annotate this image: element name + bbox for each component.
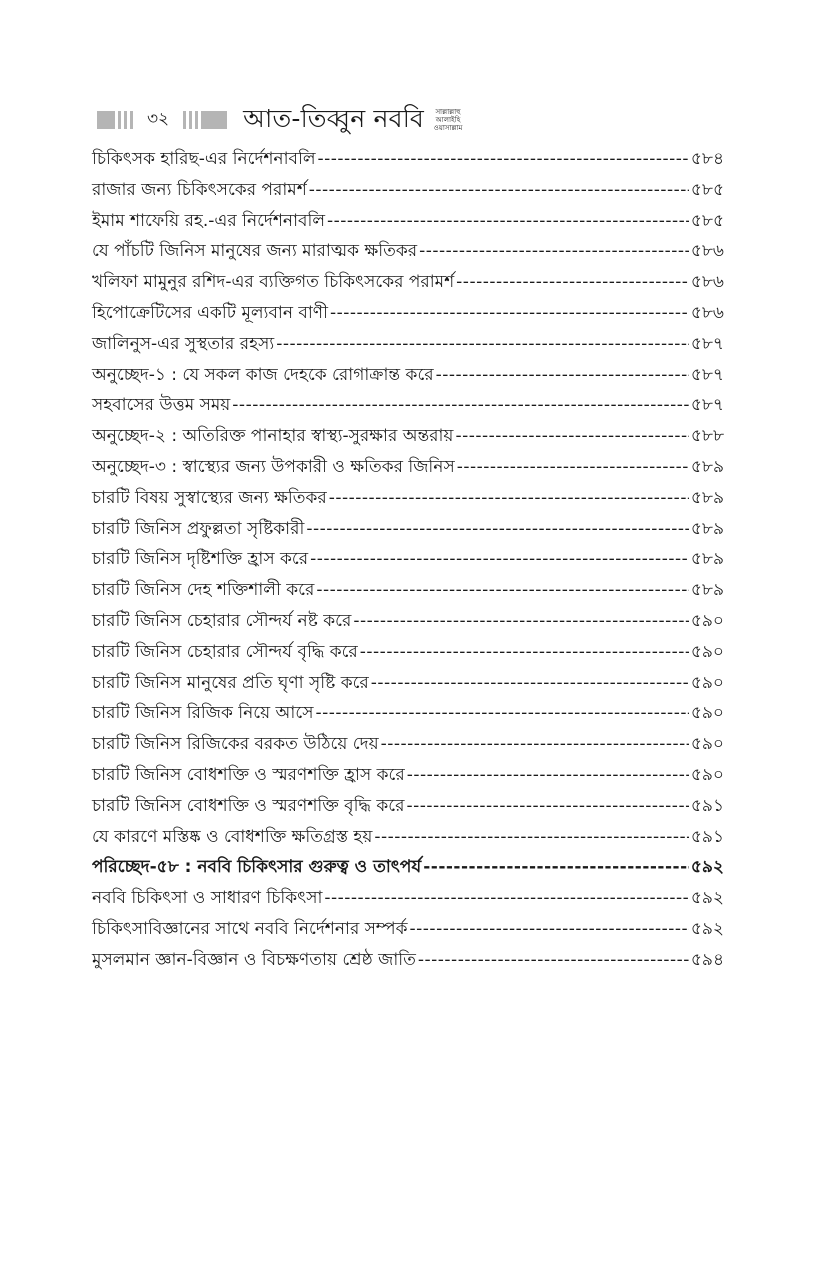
toc-entry bbox=[92, 544, 724, 575]
toc-entry-title: মুসলমান জ্ঞান-বিজ্ঞান ও বিচক্ষণতায় শ্রেষ্ঠ জাতি bbox=[92, 949, 416, 970]
toc-entry bbox=[92, 267, 724, 298]
toc-dash-leader bbox=[418, 945, 689, 976]
toc-entry-title: চারটি জিনিস দেহ শক্তিশালী করে bbox=[92, 580, 315, 601]
toc-entry-page: ৫৮৯ bbox=[690, 518, 724, 539]
toc-entry bbox=[92, 236, 724, 267]
toc-entry-page: ৫৮৫ bbox=[690, 179, 724, 200]
toc-entry-page: ৫৮৪ bbox=[690, 149, 724, 169]
toc-entry-title: চারটি জিনিস প্রফুল্লতা সৃষ্টিকারী bbox=[92, 518, 305, 539]
toc-dash-leader bbox=[406, 791, 688, 822]
header-decoration-left bbox=[97, 111, 133, 129]
toc-dash-leader bbox=[329, 483, 689, 514]
toc-entry bbox=[92, 852, 724, 883]
toc-dash-leader bbox=[353, 606, 689, 637]
toc-entry-page: ৫৮৫ bbox=[690, 210, 724, 231]
toc-dash-leader bbox=[330, 298, 689, 329]
toc-entry bbox=[92, 575, 724, 606]
toc-dash-leader bbox=[276, 329, 689, 360]
toc-entry bbox=[92, 144, 724, 175]
toc-entry bbox=[92, 421, 724, 452]
toc-dash-leader bbox=[423, 852, 689, 883]
toc-entry-title: চারটি জিনিস চেহারার সৌন্দর্য বৃদ্ধি করে bbox=[92, 641, 358, 662]
toc-entry-page: ৫৮৭ bbox=[690, 395, 724, 416]
toc-dash-leader bbox=[419, 236, 689, 267]
toc-entry-title: চারটি জিনিস বোধশক্তি ও স্মরণশক্তি বৃদ্ধি করে bbox=[92, 795, 405, 816]
toc-entry-title: সহবাসের উত্তম সময় bbox=[92, 395, 231, 416]
toc-entry bbox=[92, 483, 724, 514]
toc-dash-leader bbox=[410, 914, 689, 945]
toc-dash-leader bbox=[310, 544, 689, 575]
toc-entry-page: ৫৮৯ bbox=[690, 549, 724, 570]
table-of-contents bbox=[92, 144, 724, 976]
toc-entry-page: ৫৯২ bbox=[690, 918, 724, 939]
toc-dash-leader bbox=[324, 883, 688, 914]
toc-entry-page: ৫৮৯ bbox=[690, 456, 724, 477]
toc-entry bbox=[92, 883, 724, 914]
toc-entry-page: ৫৮৯ bbox=[690, 580, 724, 601]
toc-entry-page: ৫৮৭ bbox=[690, 364, 724, 385]
toc-entry-page: ৫৯২ bbox=[690, 888, 724, 909]
toc-entry-title: চিকিৎসাবিজ্ঞানের সাথে নববি নির্দেশনার সম্পর্ক bbox=[92, 918, 408, 939]
toc-entry-title: চারটি বিষয় সুস্বাস্থ্যের জন্য ক্ষতিকর bbox=[92, 487, 327, 508]
toc-entry-page: ৫৯০ bbox=[690, 734, 724, 755]
toc-entry bbox=[92, 175, 724, 206]
toc-entry-title: হিপোক্রেটিসের একটি মূল্যবান বাণী bbox=[92, 302, 328, 323]
page-number: ৩২ bbox=[147, 109, 170, 129]
toc-entry-title: অনুচ্ছেদ-২ : অতিরিক্ত পানাহার স্বাস্থ্য-সুরক্ষার অন্তরায় bbox=[92, 426, 454, 447]
toc-entry-title: যে পাঁচটি জিনিস মানুষের জন্য মারাত্মক ক্ষতিকর bbox=[92, 241, 418, 262]
toc-entry bbox=[92, 760, 724, 791]
toc-entry bbox=[92, 206, 724, 237]
toc-entry bbox=[92, 390, 724, 421]
toc-entry-page: ৫৯০ bbox=[690, 703, 724, 724]
toc-dash-leader bbox=[309, 175, 689, 206]
toc-entry-page: ৫৯০ bbox=[690, 641, 724, 662]
page-header bbox=[97, 103, 468, 137]
toc-entry-title: চারটি জিনিস মানুষের প্রতি ঘৃণা সৃষ্টি করে bbox=[92, 672, 369, 693]
toc-dash-leader bbox=[316, 575, 689, 606]
toc-dash-leader bbox=[306, 514, 689, 545]
toc-entry-page: ৫৯১ bbox=[690, 795, 724, 816]
toc-entry-title: জালিনুস-এর সুস্থতার রহস্য bbox=[92, 333, 275, 354]
toc-dash-leader bbox=[374, 822, 689, 853]
toc-entry-title: চারটি জিনিস দৃষ্টিশক্তি হ্রাস করে bbox=[92, 549, 309, 570]
toc-entry-title: চারটি জিনিস রিজিক নিয়ে আসে bbox=[92, 703, 314, 724]
toc-entry-title: অনুচ্ছেদ-১ : যে সকল কাজ দেহকে রোগাক্রান্ত করে bbox=[92, 364, 434, 385]
toc-dash-leader bbox=[315, 698, 688, 729]
toc-entry bbox=[92, 729, 724, 760]
toc-dash-leader bbox=[457, 452, 689, 483]
toc-entry-title: পরিচ্ছেদ-৫৮ : নববি চিকিৎসার গুরুত্ব ও তাৎপর্য bbox=[92, 857, 422, 878]
toc-dash-leader bbox=[455, 421, 688, 452]
honorific-mark: সাল্লাল্লাহু আলাইহি ওয়াসাল্লাম bbox=[433, 108, 463, 132]
toc-entry-title: যে কারণে মস্তিষ্ক ও বোধশক্তি ক্ষতিগ্রস্ত হয় bbox=[92, 826, 373, 847]
toc-entry-title: চিকিৎসক হারিছ-এর নির্দেশনাবলি bbox=[92, 149, 316, 169]
toc-dash-leader bbox=[232, 390, 689, 421]
toc-entry-page: ৫৮৭ bbox=[690, 333, 724, 354]
toc-entry-page: ৫৮৮ bbox=[690, 426, 724, 447]
toc-entry bbox=[92, 606, 724, 637]
toc-entry-title: চারটি জিনিস চেহারার সৌন্দর্য নষ্ট করে bbox=[92, 610, 352, 631]
toc-entry-page: ৫৯২ bbox=[690, 857, 724, 878]
toc-entry-title: রাজার জন্য চিকিৎসকের পরামর্শ bbox=[92, 179, 307, 200]
toc-entry bbox=[92, 668, 724, 699]
toc-entry bbox=[92, 637, 724, 668]
toc-entry-page: ৫৯১ bbox=[690, 826, 724, 847]
toc-entry bbox=[92, 698, 724, 729]
toc-dash-leader bbox=[327, 206, 689, 237]
toc-entry-page: ৫৮৬ bbox=[690, 272, 724, 293]
toc-entry bbox=[92, 329, 724, 360]
toc-dash-leader bbox=[407, 760, 689, 791]
toc-entry-page: ৫৮৬ bbox=[690, 241, 724, 262]
toc-dash-leader bbox=[318, 144, 689, 175]
toc-dash-leader bbox=[371, 668, 689, 699]
toc-entry-title: চারটি জিনিস রিজিকের বরকত উঠিয়ে দেয় bbox=[92, 734, 379, 755]
toc-entry-page: ৫৯০ bbox=[690, 672, 724, 693]
toc-entry bbox=[92, 452, 724, 483]
toc-entry bbox=[92, 822, 724, 853]
toc-entry bbox=[92, 791, 724, 822]
header-decoration-right bbox=[183, 111, 227, 129]
toc-dash-leader bbox=[436, 360, 689, 391]
toc-entry bbox=[92, 298, 724, 329]
toc-dash-leader bbox=[360, 637, 689, 668]
toc-entry-title: খলিফা মামুনুর রশিদ-এর ব্যক্তিগত চিকিৎসকের পরামর্শ bbox=[92, 272, 455, 293]
toc-entry-title: ইমাম শাফেয়ি রহ.-এর নির্দেশনাবলি bbox=[92, 210, 325, 231]
toc-entry bbox=[92, 360, 724, 391]
toc-entry-title: অনুচ্ছেদ-৩ : স্বাস্থ্যের জন্য উপকারী ও ক্ষতিকর জিনিস bbox=[92, 456, 455, 477]
toc-entry-page: ৫৮৯ bbox=[690, 487, 724, 508]
toc-entry-page: ৫৯০ bbox=[690, 764, 724, 785]
toc-entry-page: ৫৮৬ bbox=[690, 302, 724, 323]
toc-entry bbox=[92, 514, 724, 545]
toc-entry-page: ৫৯০ bbox=[690, 610, 724, 631]
toc-entry bbox=[92, 945, 724, 976]
toc-entry-title: চারটি জিনিস বোধশক্তি ও স্মরণশক্তি হ্রাস করে bbox=[92, 764, 405, 785]
toc-entry-title: নববি চিকিৎসা ও সাধারণ চিকিৎসা bbox=[92, 888, 323, 909]
toc-entry bbox=[92, 914, 724, 945]
toc-entry-page: ৫৯৪ bbox=[690, 949, 724, 970]
book-title: আত-তিব্বুন নববি bbox=[243, 103, 425, 133]
toc-dash-leader bbox=[456, 267, 689, 298]
toc-dash-leader bbox=[381, 729, 689, 760]
